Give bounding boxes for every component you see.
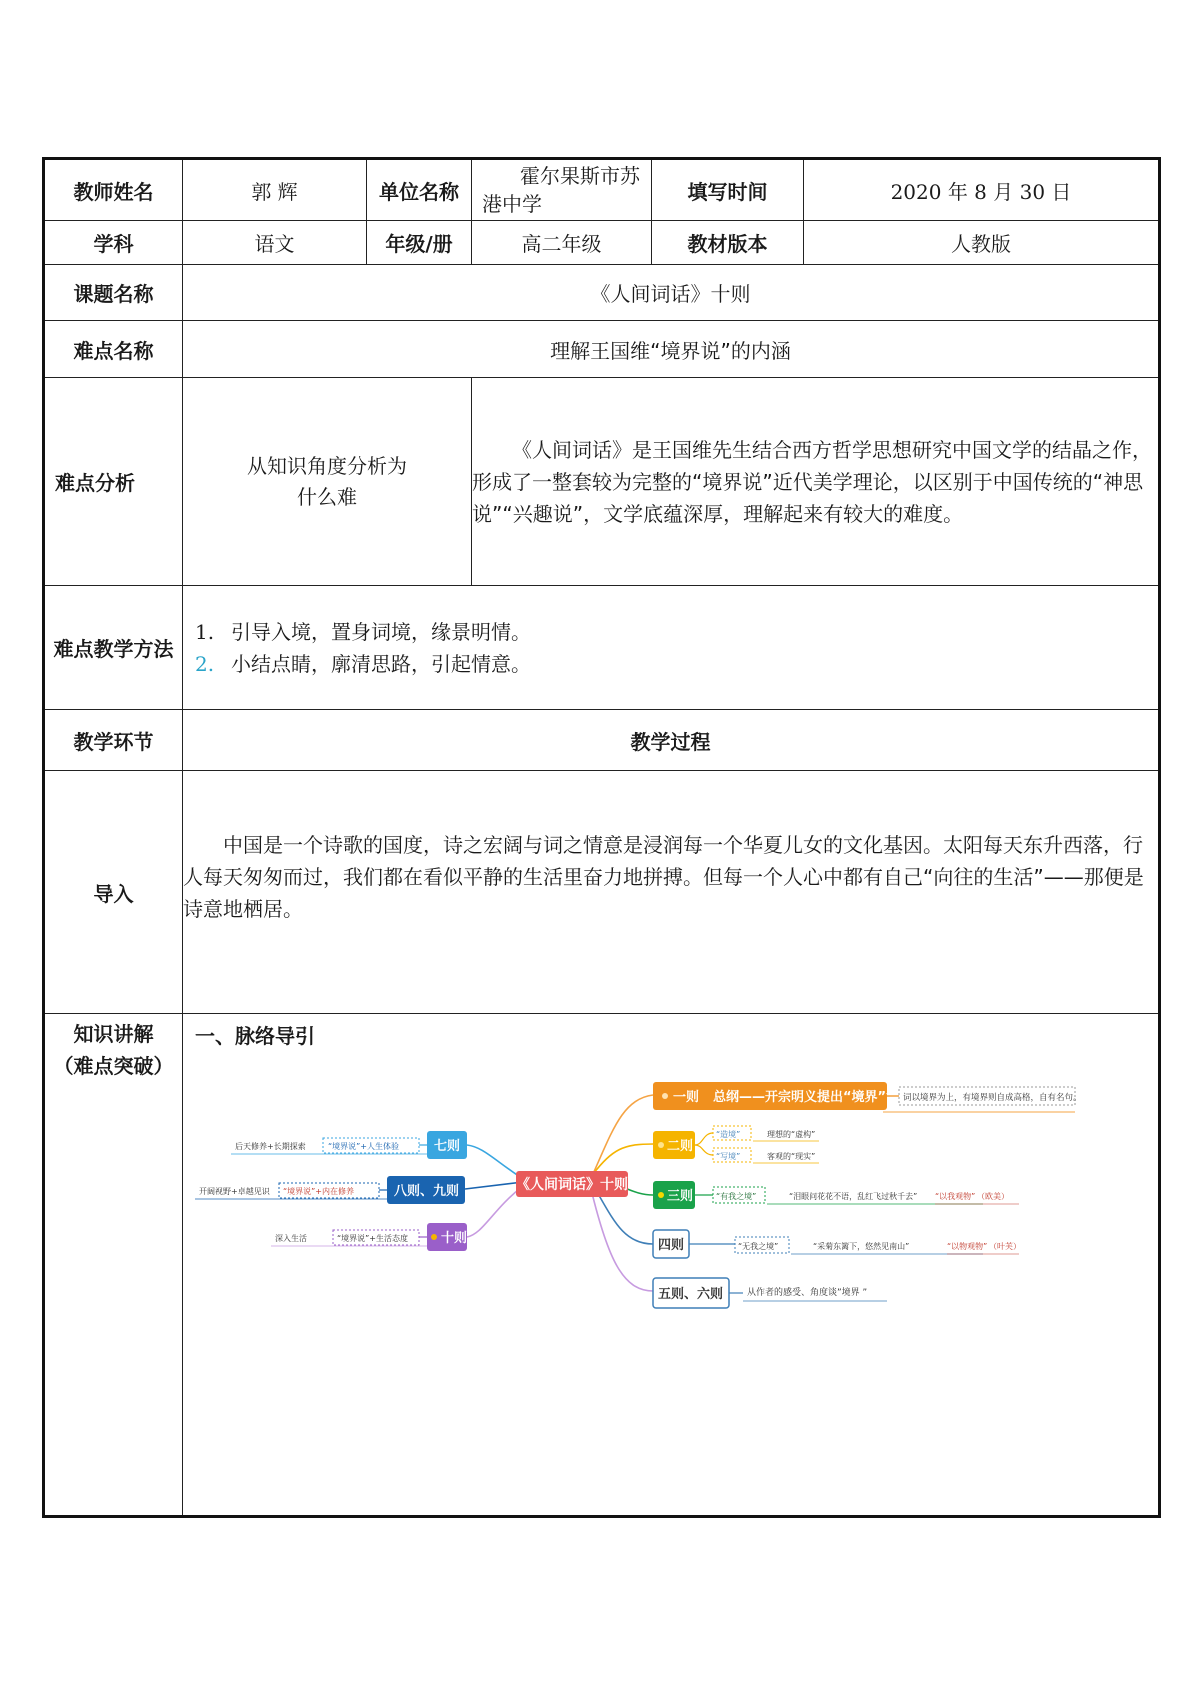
intro-label: 导入 <box>44 771 183 1014</box>
method-text: 小结点睛，廓清思路，引起情意。 <box>231 651 531 676</box>
node-two-label: 二则 <box>667 1139 694 1154</box>
grade-value: 高二年级 <box>472 221 652 265</box>
analysis-label: 难点分析 <box>44 378 183 586</box>
mindmap-svg <box>183 1049 1158 1489</box>
topic-label: 课题名称 <box>44 265 183 321</box>
node-four-label: 四则 <box>658 1238 685 1253</box>
topic-value: 《人间词话》十则 <box>183 265 1160 321</box>
node-five-label: 五则、六则 <box>658 1287 724 1302</box>
node-seven-desc: 后天修养+长期探索 <box>235 1142 306 1151</box>
process-right-header: 教学过程 <box>183 710 1160 771</box>
node-ten-tag: “境界说”+生活态度 <box>337 1234 408 1243</box>
node-one-label: 一则 <box>673 1090 700 1105</box>
mindmap <box>183 1049 1158 1489</box>
methods-list <box>183 586 1160 710</box>
bullet-icon <box>662 1093 668 1099</box>
node-two-desc2: 客观的“现实” <box>767 1152 816 1161</box>
analysis-text: 《人间词话》是王国维先生结合西方哲学思想研究中国文学的结晶之作，形成了一整套较为完整的“境界说”近代美学理论，以区别于中国传统的“神思说”“兴趣说”，文学底蕴深厚，理解起来有较大的难度。 <box>472 378 1160 586</box>
date-label: 填写时间 <box>652 159 804 221</box>
node-ten-desc: 深入生活 <box>275 1234 307 1243</box>
unit-value-line2: 港中学 <box>482 192 542 216</box>
link-center-ten <box>467 1186 523 1237</box>
unit-value-line1: 霍尔果斯市苏 <box>520 164 640 188</box>
teacher-label: 教师姓名 <box>44 159 183 221</box>
node-four-tag: “无我之境” <box>738 1242 779 1251</box>
node-five-desc: 从作者的感受、角度谈”境界 ” <box>747 1288 868 1298</box>
subject-label: 学科 <box>44 221 183 265</box>
connector-line <box>695 1133 713 1145</box>
analysis-sublabel-line1: 从知识角度分析为 <box>247 453 407 478</box>
node-eight-desc: 开阔视野+卓越见识 <box>199 1187 270 1196</box>
bullet-icon <box>658 1142 664 1148</box>
node-four-quote: “采菊东篱下，悠然见南山” <box>813 1242 910 1251</box>
analysis-sublabel-line2: 什么难 <box>297 484 357 509</box>
analysis-sublabel <box>183 378 472 586</box>
node-two-tag1: “造境” <box>716 1130 741 1139</box>
section-title: 一、脉络导引 <box>195 1024 315 1048</box>
intro-text: 中国是一个诗歌的国度，诗之宏阔与词之情意是浸润每一个华夏儿女的文化基因。太阳每天东升西落，行人每天匆匆而过，我们都在看似平静的生活里奋力地拼搏。但每一个人心中都有自己“向往的生活”——那便是诗意地栖居。 <box>183 771 1160 1014</box>
node-three-tail-b: （欧美） <box>977 1192 1009 1201</box>
node-four-tail-b: （叶芙） <box>989 1242 1021 1251</box>
node-three-tag: “有我之境” <box>716 1192 757 1201</box>
difficulty-label: 难点名称 <box>44 321 183 378</box>
methods-label: 难点教学方法 <box>44 586 183 710</box>
date-value: 2020 年 8 月 30 日 <box>804 159 1160 221</box>
unit-value <box>472 159 652 221</box>
link-center-eight <box>465 1182 523 1189</box>
subject-value: 语文 <box>183 221 367 265</box>
method-item <box>195 648 1146 680</box>
node-eight-tag: “境界说”+内在修养 <box>283 1187 354 1196</box>
lesson-plan-table <box>42 157 1161 1518</box>
process-left-header: 教学环节 <box>44 710 183 771</box>
knowledge-content <box>183 1014 1160 1517</box>
method-number: 2. <box>195 651 215 676</box>
method-item <box>195 616 1146 648</box>
node-three-label: 三则 <box>667 1189 694 1204</box>
bullet-icon <box>658 1192 664 1198</box>
link-center-five <box>591 1189 653 1291</box>
knowledge-label <box>44 1014 183 1517</box>
method-number: 1. <box>195 619 215 644</box>
node-ten-label: 十则 <box>441 1231 468 1246</box>
knowledge-label-line2: （难点突破） <box>53 1054 174 1078</box>
link-center-one <box>593 1095 653 1174</box>
link-center-seven <box>467 1145 523 1179</box>
grade-label: 年级/册 <box>367 221 472 265</box>
teacher-value: 郭 辉 <box>183 159 367 221</box>
node-seven-label: 七则 <box>434 1139 461 1154</box>
node-eight-label: 八则、九则 <box>394 1184 460 1199</box>
knowledge-label-line1: 知识讲解 <box>73 1022 154 1046</box>
connector-line <box>695 1145 713 1155</box>
node-three-quote: “泪眼问花花不语，乱红飞过秋千去” <box>789 1192 918 1201</box>
node-seven-tag: “境界说”+人生体验 <box>328 1142 399 1151</box>
textbook-label: 教材版本 <box>652 221 804 265</box>
node-three-tail-a: “以我观物” <box>935 1192 976 1201</box>
textbook-value: 人教版 <box>804 221 1160 265</box>
node-one-title: 总纲——开宗明义提出“境界”说 <box>713 1090 900 1105</box>
difficulty-value: 理解王国维“境界说”的内涵 <box>183 321 1160 378</box>
node-four-tail-a: “以物观物” <box>947 1242 988 1251</box>
method-text: 引导入境，置身词境，缘景明情。 <box>231 619 531 644</box>
unit-label: 单位名称 <box>367 159 472 221</box>
link-center-two <box>593 1144 653 1174</box>
node-one-note: 词以境界为上，有境界则自成高格，自有名句。 <box>903 1093 1082 1103</box>
center-node-label: 《人间词话》十则 <box>516 1177 628 1193</box>
node-two-desc1: 理想的“虚构” <box>767 1130 816 1139</box>
node-two-tag2: “写境” <box>716 1152 741 1161</box>
bullet-icon <box>431 1234 437 1240</box>
